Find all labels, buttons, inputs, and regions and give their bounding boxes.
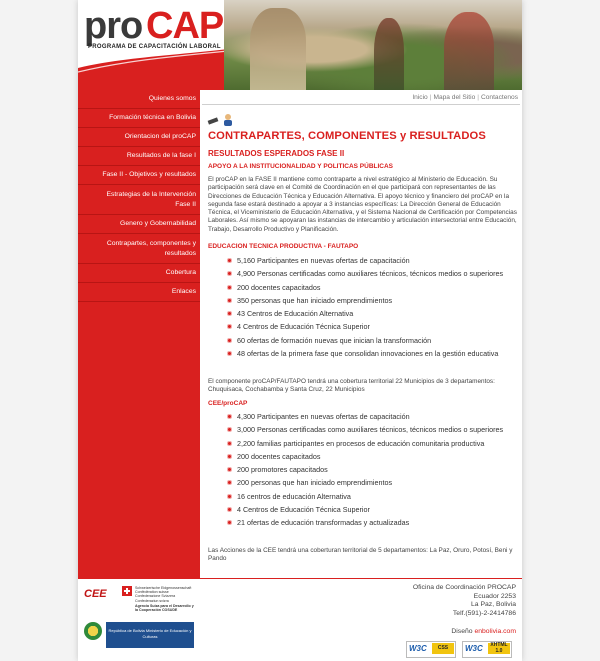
bullet-icon xyxy=(227,258,232,263)
bolivia-text: República de Bolivia Ministerio de Educación y Culturas xyxy=(106,622,194,648)
bullet-icon xyxy=(227,414,232,419)
w3c-xhtml-badge[interactable] xyxy=(462,641,512,658)
sidebar-item-orientacion[interactable]: Orientacion del proCAP xyxy=(78,128,200,147)
list-item: 2,200 familias participantes en procesos de educación comunitaria productiva xyxy=(208,440,508,448)
list-item: 350 personas que han iniciado emprendimientos xyxy=(208,297,508,305)
footer-address xyxy=(316,584,516,618)
logo-subtitle: PROGRAMA DE CAPACITACIÓN LABORAL xyxy=(88,44,221,50)
sidebar-item-contrapartes[interactable]: Contrapartes, componentes y resultados xyxy=(78,234,200,264)
list-item: 5,160 Participantes en nuevas ofertas de capacitación xyxy=(208,257,508,265)
link-contactenos[interactable]: Contactenos xyxy=(480,94,518,101)
list-item: 200 personas que han iniciado emprendimientos xyxy=(208,479,508,487)
sidebar xyxy=(78,90,200,578)
list-cee xyxy=(208,413,508,528)
bullet-icon xyxy=(227,298,232,303)
footer-divider xyxy=(78,578,522,579)
section-subtitle: RESULTADOS ESPERADOS FASE II xyxy=(208,149,345,158)
list-item: 4,900 Personas certificadas como auxiliares técnicos, técnicos medios o superiores xyxy=(208,270,508,278)
validation-badges xyxy=(406,641,516,657)
list-item: 200 docentes capacitados xyxy=(208,453,508,461)
list-item: 43 Centros de Educación Alternativa xyxy=(208,310,508,318)
ministerio-logo[interactable] xyxy=(84,622,194,650)
w3c-logo: W3C xyxy=(465,644,483,653)
cee-logo[interactable]: CEE xyxy=(84,588,107,600)
sidebar-item-quienes-somos[interactable]: Quienes somos xyxy=(78,90,200,109)
css-tag: CSS xyxy=(432,643,454,654)
content-divider xyxy=(202,104,520,105)
sidebar-item-genero[interactable]: Genero y Gobernabilidad xyxy=(78,215,200,234)
paragraph-fautapo: El componente proCAP/FAUTAPO tendrá una cobertura territorial 22 Municipios de 3 departamentos: Chuquisaca, Cochabamba y Santa Cruz, 22 Municipios xyxy=(208,378,495,394)
section-heading-cee: CEE/proCAP xyxy=(208,400,248,407)
sidebar-item-enlaces[interactable]: Enlaces xyxy=(78,283,200,302)
bullet-icon xyxy=(227,520,232,525)
swiss-sub: Agencia Suiza para el Desarrollo y la Cooperación COSUDE xyxy=(135,603,194,613)
svg-text:pro: pro xyxy=(84,5,143,46)
bullet-icon xyxy=(227,351,232,356)
list-fautapo xyxy=(208,257,508,358)
office-city: La Paz, Bolivia xyxy=(471,601,516,609)
list-item: 3,000 Personas certificadas como auxiliares técnicos, técnicos medios o superiores xyxy=(208,426,508,434)
office-street: Ecuador 2253 xyxy=(473,592,516,600)
section-heading-fautapo: EDUCACION TECNICA PRODUCTIVA - FAUTAPO xyxy=(208,243,359,250)
bullet-icon xyxy=(227,311,232,316)
section-heading-apoyo: APOYO A LA INSTITUCIONALIDAD Y POLITICAS PÚBLICAS xyxy=(208,163,394,170)
design-label: Diseño xyxy=(451,628,473,635)
page-title: CONTRAPARTES, COMPONENTES y RESULTADOS xyxy=(208,130,486,142)
bullet-icon xyxy=(227,507,232,512)
person-icon[interactable] xyxy=(224,114,232,126)
list-item: 200 docentes capacitados xyxy=(208,284,508,292)
bullet-icon xyxy=(227,441,232,446)
paragraph-apoyo: El proCAP en la FASE II mantiene como contraparte a nivel estratégico al Ministerio de Educación. Su participación será clave en el Comité de Coordinación en el que participará con representantes de las Direcciones de Educación Técnica y Educación Alternativa. El apoyo técnico y financiero del proCAP en la segunda fase estará destinado a apoyar a 3 instancias específicas: La Dirección General de Educación Técnica, el Viceministerio de Educación Alternativa, y el Sistema Nacional de Certificación por Competencias Laborales. Así mismo se apoyaran las instancias de intercambio y articulación intersectorial entre Educación, Trabajo, Desarrollo Productivo y Planificación. xyxy=(208,176,517,233)
header-swoosh xyxy=(78,48,238,90)
header xyxy=(78,0,522,90)
bullet-icon xyxy=(227,467,232,472)
office-phone: Telf.(591)-2-2414786 xyxy=(452,609,516,617)
paragraph-cee: Las Acciones de la CEE tendrá una coberturan territorial de 5 departamentos: La Paz, Oruro, Potosí, Beni y Pando xyxy=(208,547,513,563)
sidebar-item-fase-2[interactable]: Fase II - Objetivos y resultados xyxy=(78,166,200,185)
w3c-css-badge[interactable] xyxy=(406,641,456,658)
sidebar-item-cobertura[interactable]: Cobertura xyxy=(78,264,200,283)
procap-logo[interactable] xyxy=(82,2,232,46)
bullet-icon xyxy=(227,494,232,499)
bullet-icon xyxy=(227,271,232,276)
w3c-logo: W3C xyxy=(409,644,427,653)
design-link[interactable]: enbolivia.com xyxy=(474,628,516,635)
sidebar-item-formacion-tecnica[interactable]: Formación técnica en Bolivia xyxy=(78,109,200,128)
svg-text:CAP: CAP xyxy=(146,5,224,46)
pencil-icon[interactable] xyxy=(208,117,219,124)
page xyxy=(78,0,522,661)
swiss-flag-icon xyxy=(122,586,132,596)
list-item: 16 centros de educación Alternativa xyxy=(208,493,508,501)
bullet-icon xyxy=(227,427,232,432)
list-item: 4 Centros de Educación Técnica Superior xyxy=(208,506,508,514)
list-item: 48 ofertas de la primera fase que consolidan innovaciones en la gestión educativa xyxy=(208,350,508,358)
top-links: Inicio | Mapa del Sitio | Contactenos xyxy=(412,94,518,101)
footer-design xyxy=(451,628,516,635)
bullet-icon xyxy=(227,454,232,459)
xhtml-tag: XHTML 1.0 xyxy=(488,643,510,654)
office-name: Oficina de Coordinación PROCAP xyxy=(412,584,516,591)
sidebar-item-estrategias[interactable]: Estrategias de la Intervención Fase II xyxy=(78,185,200,215)
list-item: 4,300 Participantes en nuevas ofertas de capacitación xyxy=(208,413,508,421)
bullet-icon xyxy=(227,338,232,343)
bullet-icon xyxy=(227,285,232,290)
sidebar-item-resultados-fase-1[interactable]: Resultados de la fase I xyxy=(78,147,200,166)
link-inicio[interactable]: Inicio xyxy=(412,94,428,101)
header-photo xyxy=(224,0,522,90)
print-email-icons xyxy=(206,113,246,127)
link-mapa-del-sitio[interactable]: Mapa del Sitio xyxy=(433,94,476,101)
footer-logos xyxy=(80,584,200,654)
bullet-icon xyxy=(227,324,232,329)
cosude-logo[interactable] xyxy=(122,586,194,612)
swiss-text: Schweizerische Eidgenossenschaft Confédération suisse Confederazione Svizzera Confederaziun svizra xyxy=(135,586,192,603)
list-item: 4 Centros de Educación Técnica Superior xyxy=(208,323,508,331)
bolivia-seal-icon xyxy=(84,622,102,640)
list-item: 200 promotores capacitados xyxy=(208,466,508,474)
list-item: 60 ofertas de formación nuevas que inician la transformación xyxy=(208,337,508,345)
bullet-icon xyxy=(227,480,232,485)
list-item: 21 ofertas de educación transformadas y actualizadas xyxy=(208,519,508,527)
